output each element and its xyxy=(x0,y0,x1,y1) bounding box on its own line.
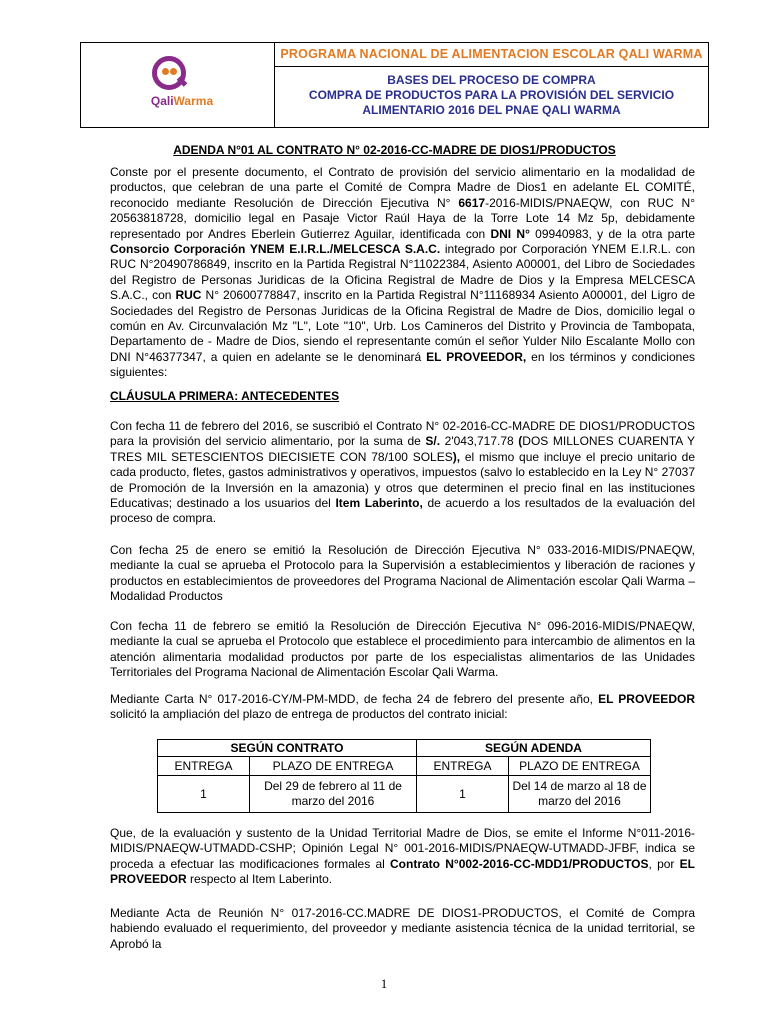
paragraph-antecedente-2: Con fecha 25 de enero se emitió la Resolución de Dirección Ejecutiva N° 033-2016-MIDIS/PNAEQW, mediante la cual se aprueba el Protocolo para la Supervisión a establecimientos y liberación de raciones y productos en establecimientos de proveedores del Programa Nacional de Alimentación escolar Qali Warma – Modalidad Productos xyxy=(110,543,695,604)
paragraph-antecedente-1: Con fecha 11 de febrero del 2016, se suscribió el Contrato N° 02-2016-CC-MADRE DE DIOS1/PRODUCTOS para la provisión del servicio alimentario, por la suma de S/. 2'043,717.78 (DOS MILLONES CUARENTA Y TRES MIL SETESCIENTOS DIECISIETE CON 78/100 SOLES), el mismo que incluye el precio unitario de cada producto, fletes, gastos administrativos y operativos, impuestos (salvo lo establecido en la Ley N° 27037 de Promoción de la Inversión en la amazonia) y otros que determinen el precio final en las instituciones Educativas; destinado a los usuarios del Item Laberinto, de acuerdo a los resultados de la evaluación del proceso de compra. xyxy=(110,419,696,526)
col-plazo-2: PLAZO DE ENTREGA xyxy=(509,757,651,776)
clause-heading: CLÁUSULA PRIMERA: ANTECEDENTES xyxy=(110,389,340,403)
bases-line-3: ALIMENTARIO 2016 DEL PNAE QALI WARMA xyxy=(362,103,621,117)
bases-line-1: BASES DEL PROCESO DE COMPRA xyxy=(387,73,596,87)
col-plazo-1: PLAZO DE ENTREGA xyxy=(250,757,417,776)
col-entrega-1: ENTREGA xyxy=(158,757,250,776)
page-number: 1 xyxy=(380,976,388,991)
cell-plazo-2: Del 14 de marzo al 18 de marzo del 2016 xyxy=(509,776,651,813)
bases-line-2: COMPRA DE PRODUCTOS PARA LA PROVISIÓN DEL SERVICIO xyxy=(308,88,675,102)
table-group-header xyxy=(158,740,651,757)
logo-text xyxy=(136,94,228,108)
paragraph-informe: Que, de la evaluación y sustento de la Unidad Territorial Madre de Dios, se emite el Informe N°011-2016-MIDIS/PNAEQW-UTMADD-CSHP; Opinión Legal N° 001-2016-MIDIS/PNAEQW-UTMADD-JFBF, indica se proceda a efectuar las modificaciones formales al Contrato N°002-2016-CC-MDD1/PRODUCTOS, por EL PROVEEDOR respecto al Item Laberinto. xyxy=(110,826,695,887)
logo-text-b: Warma xyxy=(173,94,214,108)
bases-title xyxy=(275,67,708,127)
plazos-table xyxy=(157,739,651,813)
cell-entrega-1: 1 xyxy=(158,776,250,813)
col-entrega-2: ENTREGA xyxy=(417,757,509,776)
program-name: PROGRAMA NACIONAL DE ALIMENTACION ESCOLAR QALI WARMA xyxy=(275,43,708,67)
table-row xyxy=(158,776,651,813)
qaliwarma-logo-icon xyxy=(152,56,186,90)
document-title: ADENDA N°01 AL CONTRATO N° 02-2016-CC-MADRE DE DIOS1/PRODUCTOS xyxy=(173,143,616,157)
paragraph-intro: Conste por el presente documento, el Contrato de provisión del servicio alimentario en la modalidad de productos, que celebran de una parte el Comité de Compra Madre de Dios1 en adelante EL COMITÉ, reconocido mediante Resolución de Dirección Ejecutiva N° 6617-2016-MIDIS/PNAEQW, con RUC N° 20563818728, domicilio legal en Pasaje Victor Raúl Haya de la Torre Lote 14 Mz 5p, debidamente representado por Andres Eberlein Gutierrez Aguilar, identificada con DNI N° 09940983, y de la otra parte Consorcio Corporación YNEM E.I.R.L./MELCESCA S.A.C. integrado por Corporación YNEM E.I.R.L. con RUC N°20490786849, inscrito en la Partida Registral N°11022384, Asiento A00001, del Libro de Sociedades del Registro de Personas Juridicas de la Oficina Registral de Madre de Dios y la Empresa MELCESCA S.A.C., con RUC N° 20600778847, inscrito en la Partida Registral N°11168934 Asiento A00001, del Ligro de Sociedades del Registro de Personas Juridicas de la Oficina Registral de Madre de Dios, domicilio legal o común en Av. Circunvalación Mz "L", Lote "10", Urb. Los Camineros del Distrito y Provincia de Tambopata, Departamento de - Madre de Dios, siendo el representante común el señor Yulder Nilo Escalante Mollo con DNI N°46377347, a quien en adelante se le denominará EL PROVEEDOR, en los términos y condiciones siguientes: xyxy=(110,165,696,380)
group-segun-adenda: SEGÚN ADENDA xyxy=(417,740,651,757)
group-segun-contrato: SEGÚN CONTRATO xyxy=(158,740,417,757)
paragraph-antecedente-3: Con fecha 11 de febrero se emitió la Resolución de Dirección Ejecutiva N° 096-2016-MIDIS/PNAEQW, mediante la cual se aprueba el Protocolo que establece el procedimiento para intercambio de alimentos en la atención alimentaria modalidad productos por parte de los especialistas alimentarios de las Unidades Territoriales del Programa Nacional de Alimentación Escolar Qali Warma. xyxy=(110,619,695,680)
logo-eye-right xyxy=(170,68,177,75)
cell-plazo-1: Del 29 de febrero al 11 de marzo del 2016 xyxy=(250,776,417,813)
logo-eye-left xyxy=(162,68,169,75)
table-column-header xyxy=(158,757,651,776)
paragraph-carta: Mediante Carta N° 017-2016-CY/M-PM-MDD, de fecha 24 de febrero del presente año, EL PROVEEDOR solicitó la ampliación del plazo de entrega de productos del contrato inicial: xyxy=(110,692,695,722)
paragraph-acta: Mediante Acta de Reunión N° 017-2016-CC.MADRE DE DIOS1-PRODUCTOS, el Comité de Compra habiendo evaluado el requerimiento, del proveedor y mediante asistencia técnica de la unidad territorial, se Aprobó la xyxy=(110,906,695,951)
logo-text-a: Qali xyxy=(150,94,174,108)
cell-entrega-2: 1 xyxy=(417,776,509,813)
